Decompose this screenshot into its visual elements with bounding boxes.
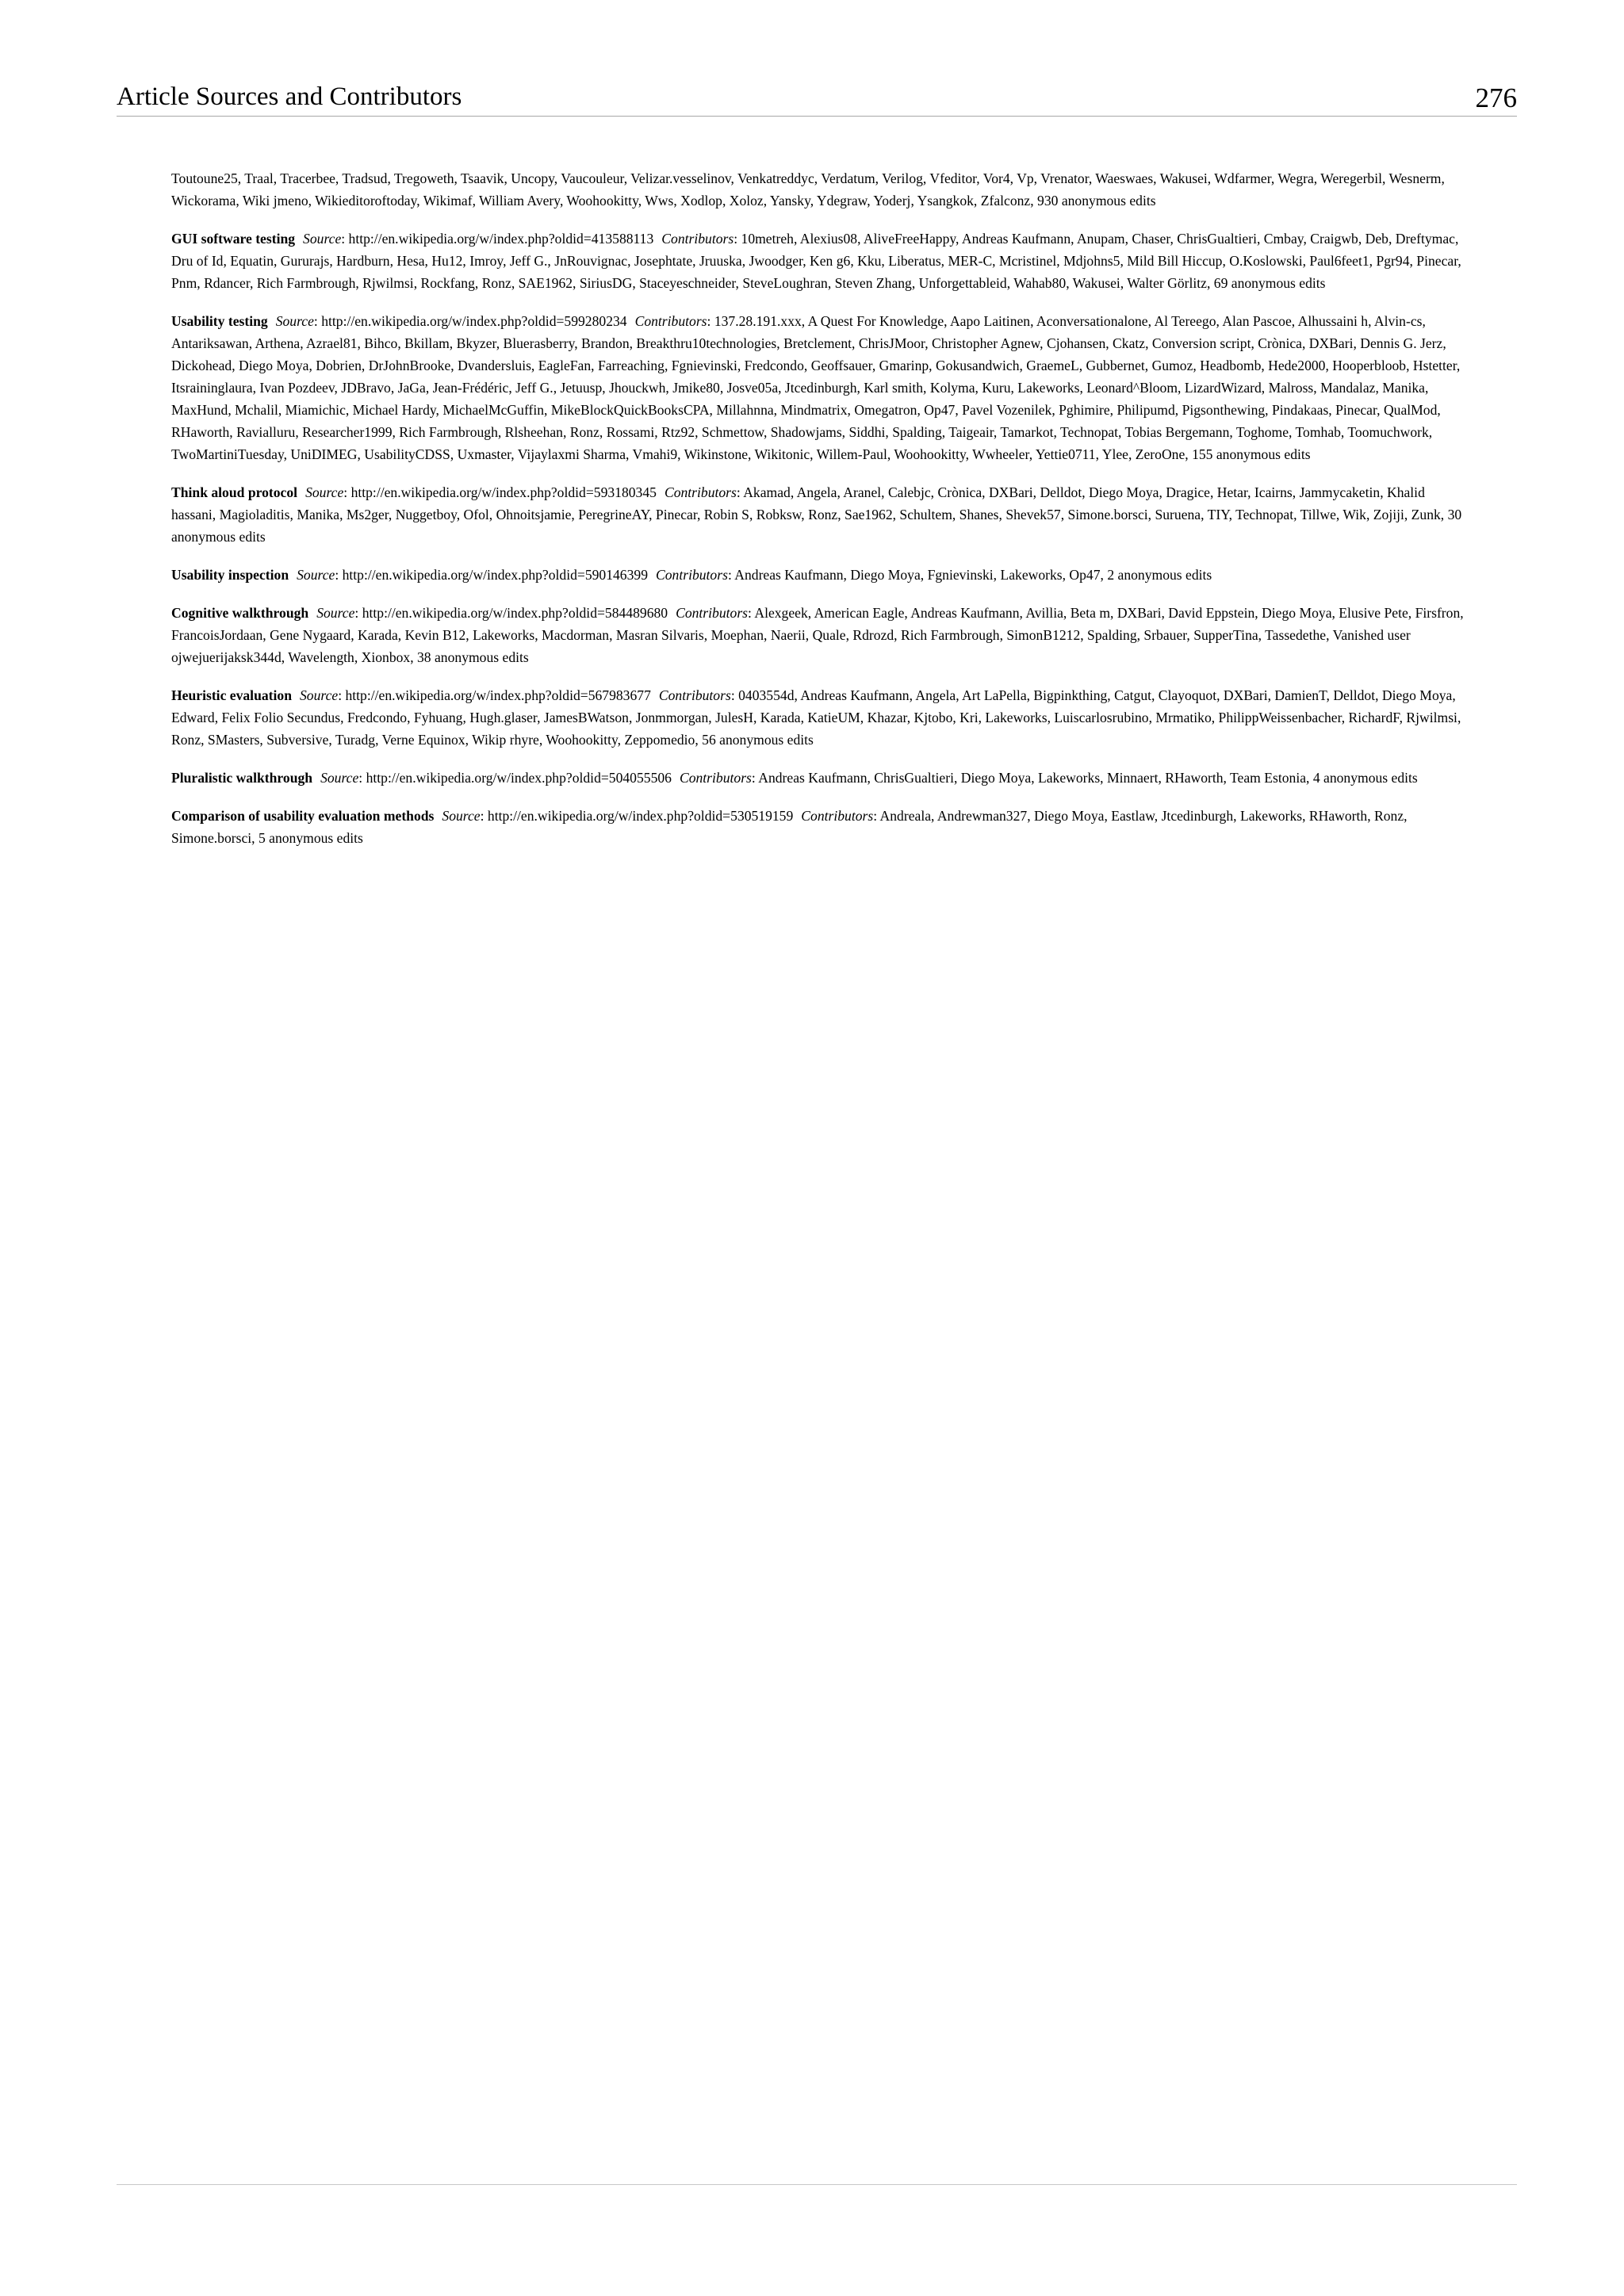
source-link[interactable]: http://en.wikipedia.org/w/index.php?oldid=584489680 — [362, 605, 668, 621]
article-title: Comparison of usability evaluation methods — [171, 808, 435, 824]
article-entry: Heuristic evaluation Source: http://en.wikipedia.org/w/index.php?oldid=567983677 Contributors: 0403554d, Andreas Kaufmann, Angela, Art LaPella, Bigpinkthing, Catgut, Clayoquot, DXBari, DamienT, Delldot, Diego Moya, Edward, Felix Folio Secundus, Fredcondo, Fyhuang, Hugh.glaser, JamesBWatson, Jonmmorgan, JulesH, Karada, KatieUM, Khazar, Kjtobo, Kri, Lakeworks, Luiscarlosrubino, Mrmatiko, PhilippWeissenbacher, RichardF, Rjwilmsi, Ronz, SMasters, Subversive, Turadg, Verne Equinox, Wikip rhyre, Woohookitty, Zeppomedio, 56 anonymous edits — [171, 687, 1461, 748]
source-link[interactable]: http://en.wikipedia.org/w/index.php?oldid=590146399 — [342, 567, 648, 583]
page-header — [117, 78, 1517, 117]
footer-rule — [117, 2184, 1517, 2185]
source-label: Source — [299, 687, 339, 703]
article-title: Heuristic evaluation — [171, 687, 292, 703]
source-label: Source — [305, 484, 344, 500]
article-entry: GUI software testing Source: http://en.wikipedia.org/w/index.php?oldid=413588113 Contributors: 10metreh, Alexius08, AliveFreeHappy, Andreas Kaufmann, Anupam, Chaser, ChrisGualtieri, Cmbay, Craigwb, Deb, Dreftymac, Dru of Id, Equatin, Gururajs, Hardburn, Hesa, Hu12, Imroy, Jeff G., JnRouvignac, Josephtate, Jruuska, Jwoodger, Ken g6, Kku, Liberatus, MER-C, Mcristinel, Mdjohns5, Mild Bill Hiccup, O.Koslowski, Paul6feet1, Pgr94, Pinecar, Pnm, Rdancer, Rich Farmbrough, Rjwilmsi, Rockfang, Ronz, SAE1962, SiriusDG, Staceyeschneider, SteveLoughran, Steven Zhang, Unforgettableid, Wahab80, Wakusei, Walter Görlitz, 69 anonymous edits — [171, 231, 1461, 291]
article-title: Usability inspection — [171, 567, 289, 583]
page-number: 276 — [1475, 82, 1517, 113]
source-label: Source — [275, 313, 314, 329]
article-title: Pluralistic walkthrough — [171, 770, 313, 786]
contributors-label: Contributors — [634, 313, 707, 329]
contributors-text: Andreala, Andrewman327, Diego Moya, Eastlaw, Jtcedinburgh, Lakeworks, RHaworth, Ronz, Simone.borsci, 5 anonymous edits — [171, 808, 1408, 846]
contributors-label: Contributors — [676, 605, 749, 621]
contributors-label: Contributors — [661, 231, 734, 247]
source-label: Source — [297, 567, 335, 583]
contributors-text: Toutoune25, Traal, Tracerbee, Tradsud, Tregoweth, Tsaavik, Uncopy, Vaucouleur, Velizar.vesselinov, Venkatreddyc, Verdatum, Verilog, Vfeditor, Vor4, Vp, Vrenator, Waeswaes, Wakusei, Wdfarmer, Wegra, Weregerbil, Wesnerm, Wickorama, Wiki jmeno, Wikieditoroftoday, Wikimaf, William Avery, Woohookitty, Wws, Xodlop, Xoloz, Yansky, Ydegraw, Yoderj, Ysangkok, Zfalconz, 930 anonymous edits — [171, 170, 1445, 209]
article-entry: Comparison of usability evaluation methods Source: http://en.wikipedia.org/w/index.php?oldid=530519159 Contributors: Andreala, Andrewman327, Diego Moya, Eastlaw, Jtcedinburgh, Lakeworks, RHaworth, Ronz, Simone.borsci, 5 anonymous edits — [171, 808, 1408, 846]
article-title: Cognitive walkthrough — [171, 605, 309, 621]
contributors-text: 10metreh, Alexius08, AliveFreeHappy, Andreas Kaufmann, Anupam, Chaser, ChrisGualtieri, Cmbay, Craigwb, Deb, Dreftymac, Dru of Id, Equatin, Gururajs, Hardburn, Hesa, Hu12, Imroy, Jeff G., JnRouvignac, Josephtate, Jruuska, Jwoodger, Ken g6, Kku, Liberatus, MER-C, Mcristinel, Mdjohns5, Mild Bill Hiccup, O.Koslowski, Paul6feet1, Pgr94, Pinecar, Pnm, Rdancer, Rich Farmbrough, Rjwilmsi, Rockfang, Ronz, SAE1962, SiriusDG, Staceyeschneider, SteveLoughran, Steven Zhang, Unforgettableid, Wahab80, Wakusei, Walter Görlitz, 69 anonymous edits — [171, 231, 1461, 291]
source-label: Source — [442, 808, 481, 824]
article-entry: Cognitive walkthrough Source: http://en.wikipedia.org/w/index.php?oldid=584489680 Contributors: Alexgeek, American Eagle, Andreas Kaufmann, Avillia, Beta m, DXBari, David Eppstein, Diego Moya, Elusive Pete, Firsfron, FrancoisJordaan, Gene Nygaard, Karada, Kevin B12, Lakeworks, Macdorman, Masran Silvaris, Moephan, Naerii, Quale, Rdrozd, Rich Farmbrough, SimonB1212, Spalding, Srbauer, SupperTina, Tassedethe, Vanished user ojwejuerijaksk344d, Wavelength, Xionbox, 38 anonymous edits — [171, 605, 1464, 665]
source-label: Source — [303, 231, 342, 247]
contributors-label: Contributors — [658, 687, 731, 703]
source-link[interactable]: http://en.wikipedia.org/w/index.php?oldid=413588113 — [348, 231, 654, 247]
source-link[interactable]: http://en.wikipedia.org/w/index.php?oldid=530519159 — [487, 808, 794, 824]
article-entry: Pluralistic walkthrough Source: http://en.wikipedia.org/w/index.php?oldid=504055506 Contributors: Andreas Kaufmann, ChrisGualtieri, Diego Moya, Lakeworks, Minnaert, RHaworth, Team Estonia, 4 anonymous edits — [171, 770, 1418, 786]
page-title: Article Sources and Contributors — [117, 82, 462, 111]
contributors-label: Contributors — [679, 770, 752, 786]
contributors-text: 0403554d, Andreas Kaufmann, Angela, Art LaPella, Bigpinkthing, Catgut, Clayoquot, DXBari, DamienT, Delldot, Diego Moya, Edward, Felix Folio Secundus, Fredcondo, Fyhuang, Hugh.glaser, JamesBWatson, Jonmmorgan, JulesH, Karada, KatieUM, Khazar, Kjtobo, Kri, Lakeworks, Luiscarlosrubino, Mrmatiko, PhilippWeissenbacher, RichardF, Rjwilmsi, Ronz, SMasters, Subversive, Turadg, Verne Equinox, Wikip rhyre, Woohookitty, Zeppomedio, 56 anonymous edits — [171, 687, 1461, 748]
source-link[interactable]: http://en.wikipedia.org/w/index.php?oldid=567983677 — [345, 687, 651, 703]
source-label: Source — [316, 605, 355, 621]
continuation-entry — [171, 167, 1464, 212]
contributors-label: Contributors — [656, 567, 728, 583]
article-entry: Usability inspection Source: http://en.wikipedia.org/w/index.php?oldid=590146399 Contributors: Andreas Kaufmann, Diego Moya, Fgnievinski, Lakeworks, Op47, 2 anonymous edits — [171, 567, 1212, 583]
source-link[interactable]: http://en.wikipedia.org/w/index.php?oldid=504055506 — [366, 770, 672, 786]
contributors-text: 137.28.191.xxx, A Quest For Knowledge, Aapo Laitinen, Aconversationalone, Al Tereego, Alan Pascoe, Alhussaini h, Alvin-cs, Antariksawan, Arthena, Azrael81, Bihco, Bkillam, Bkyzer, Bluerasberry, Brandon, Breakthru10technologies, Bretclement, ChrisJMoor, Christopher Agnew, Cjohansen, Ckatz, Conversion script, Crònica, DXBari, Dennis G. Jerz, Dickohead, Diego Moya, Dobrien, DrJohnBrooke, Dvandersluis, EagleFan, Farreaching, Fgnievinski, Fredcondo, Geoffsauer, Gmarinp, Gokusandwich, GraemeL, Gubbernet, Gumoz, Headbomb, Hede2000, Hooperbloob, Hstetter, Itsraininglaura, Ivan Pozdeev, JDBravo, JaGa, Jean-Frédéric, Jeff G., Jetuusp, Jhouckwh, Jmike80, Josve05a, Jtcedinburgh, Karl smith, Kolyma, Kuru, Lakeworks, Leonard^Bloom, LizardWizard, Malross, Mandalaz, Manika, MaxHund, Mchalil, Miamichic, Michael Hardy, MichaelMcGuffin, MikeBlockQuickBooksCPA, Millahnna, Mindmatrix, Omegatron, Op47, Pavel Vozenilek, Pghimire, Philipumd, Pigsonthewing, Pindakaas, Pinecar, QualMod, RHaworth, Ravialluru, Researcher1999, Rich Farmbrough, Rlsheehan, Ronz, Rossami, Rtz92, Schmettow, Shadowjams, Siddhi, Spalding, Taigeair, Tamarkot, Technopat, Tobias Bergemann, Toghome, Tomhab, Toomuchwork, TwoMartiniTuesday, UniDIMEG, UsabilityCDSS, Uxmaster, Vijaylaxmi Sharma, Vmahi9, Wikinstone, Wikitonic, Willem-Paul, Woohookitty, Wwheeler, Yettie0711, Ylee, ZeroOne, 155 anonymous edits — [171, 313, 1461, 462]
article-title: Think aloud protocol — [171, 484, 298, 500]
article-entry: Think aloud protocol Source: http://en.wikipedia.org/w/index.php?oldid=593180345 Contributors: Akamad, Angela, Aranel, Calebjc, Crònica, DXBari, Delldot, Diego Moya, Dragice, Hetar, Icairns, Jammycaketin, Khalid hassani, Magioladitis, Manika, Ms2ger, Nuggetboy, Ofol, Ohnoitsjamie, PeregrineAY, Pinecar, Robin S, Robksw, Ronz, Sae1962, Schultem, Shanes, Shevek57, Simone.borsci, Suruena, TIY, Technopat, Tillwe, Wik, Zojiji, Zunk, 30 anonymous edits — [171, 484, 1462, 545]
article-title: Usability testing — [171, 313, 268, 329]
contributors-text: Andreas Kaufmann, Diego Moya, Fgnievinski, Lakeworks, Op47, 2 anonymous edits — [734, 567, 1212, 583]
contributors-text: Alexgeek, American Eagle, Andreas Kaufmann, Avillia, Beta m, DXBari, David Eppstein, Diego Moya, Elusive Pete, Firsfron, FrancoisJordaan, Gene Nygaard, Karada, Kevin B12, Lakeworks, Macdorman, Masran Silvaris, Moephan, Naerii, Quale, Rdrozd, Rich Farmbrough, SimonB1212, Spalding, Srbauer, SupperTina, Tassedethe, Vanished user ojwejuerijaksk344d, Wavelength, Xionbox, 38 anonymous edits — [171, 605, 1464, 665]
contributors-label: Contributors — [801, 808, 874, 824]
contributors-text: Akamad, Angela, Aranel, Calebjc, Crònica, DXBari, Delldot, Diego Moya, Dragice, Hetar, Icairns, Jammycaketin, Khalid hassani, Magioladitis, Manika, Ms2ger, Nuggetboy, Ofol, Ohnoitsjamie, PeregrineAY, Pinecar, Robin S, Robksw, Ronz, Sae1962, Schultem, Shanes, Shevek57, Simone.borsci, Suruena, TIY, Technopat, Tillwe, Wik, Zojiji, Zunk, 30 anonymous edits — [171, 484, 1462, 545]
contributors-text: Andreas Kaufmann, ChrisGualtieri, Diego Moya, Lakeworks, Minnaert, RHaworth, Team Estonia, 4 anonymous edits — [758, 770, 1418, 786]
contributors-list — [171, 167, 1464, 865]
source-link[interactable]: http://en.wikipedia.org/w/index.php?oldid=599280234 — [321, 313, 627, 329]
contributors-label: Contributors — [664, 484, 737, 500]
source-label: Source — [320, 770, 359, 786]
source-link[interactable]: http://en.wikipedia.org/w/index.php?oldid=593180345 — [350, 484, 657, 500]
article-entry: Usability testing Source: http://en.wikipedia.org/w/index.php?oldid=599280234 Contributors: 137.28.191.xxx, A Quest For Knowledge, Aapo Laitinen, Aconversationalone, Al Tereego, Alan Pascoe, Alhussaini h, Alvin-cs, Antariksawan, Arthena, Azrael81, Bihco, Bkillam, Bkyzer, Bluerasberry, Brandon, Breakthru10technologies, Bretclement, ChrisJMoor, Christopher Agnew, Cjohansen, Ckatz, Conversion script, Crònica, DXBari, Dennis G. Jerz, Dickohead, Diego Moya, Dobrien, DrJohnBrooke, Dvandersluis, EagleFan, Farreaching, Fgnievinski, Fredcondo, Geoffsauer, Gmarinp, Gokusandwich, GraemeL, Gubbernet, Gumoz, Headbomb, Hede2000, Hooperbloob, Hstetter, Itsraininglaura, Ivan Pozdeev, JDBravo, JaGa, Jean-Frédéric, Jeff G., Jetuusp, Jhouckwh, Jmike80, Josve05a, Jtcedinburgh, Karl smith, Kolyma, Kuru, Lakeworks, Leonard^Bloom, LizardWizard, Malross, Mandalaz, Manika, MaxHund, Mchalil, Miamichic, Michael Hardy, MichaelMcGuffin, MikeBlockQuickBooksCPA, Millahnna, Mindmatrix, Omegatron, Op47, Pavel Vozenilek, Pghimire, Philipumd, Pigsonthewing, Pindakaas, Pinecar, QualMod, RHaworth, Ravialluru, Researcher1999, Rich Farmbrough, Rlsheehan, Ronz, Rossami, Rtz92, Schmettow, Shadowjams, Siddhi, Spalding, Taigeair, Tamarkot, Technopat, Tobias Bergemann, Toghome, Tomhab, Toomuchwork, TwoMartiniTuesday, UniDIMEG, UsabilityCDSS, Uxmaster, Vijaylaxmi Sharma, Vmahi9, Wikinstone, Wikitonic, Willem-Paul, Woohookitty, Wwheeler, Yettie0711, Ylee, ZeroOne, 155 anonymous edits — [171, 313, 1461, 462]
article-title: GUI software testing — [171, 231, 296, 247]
